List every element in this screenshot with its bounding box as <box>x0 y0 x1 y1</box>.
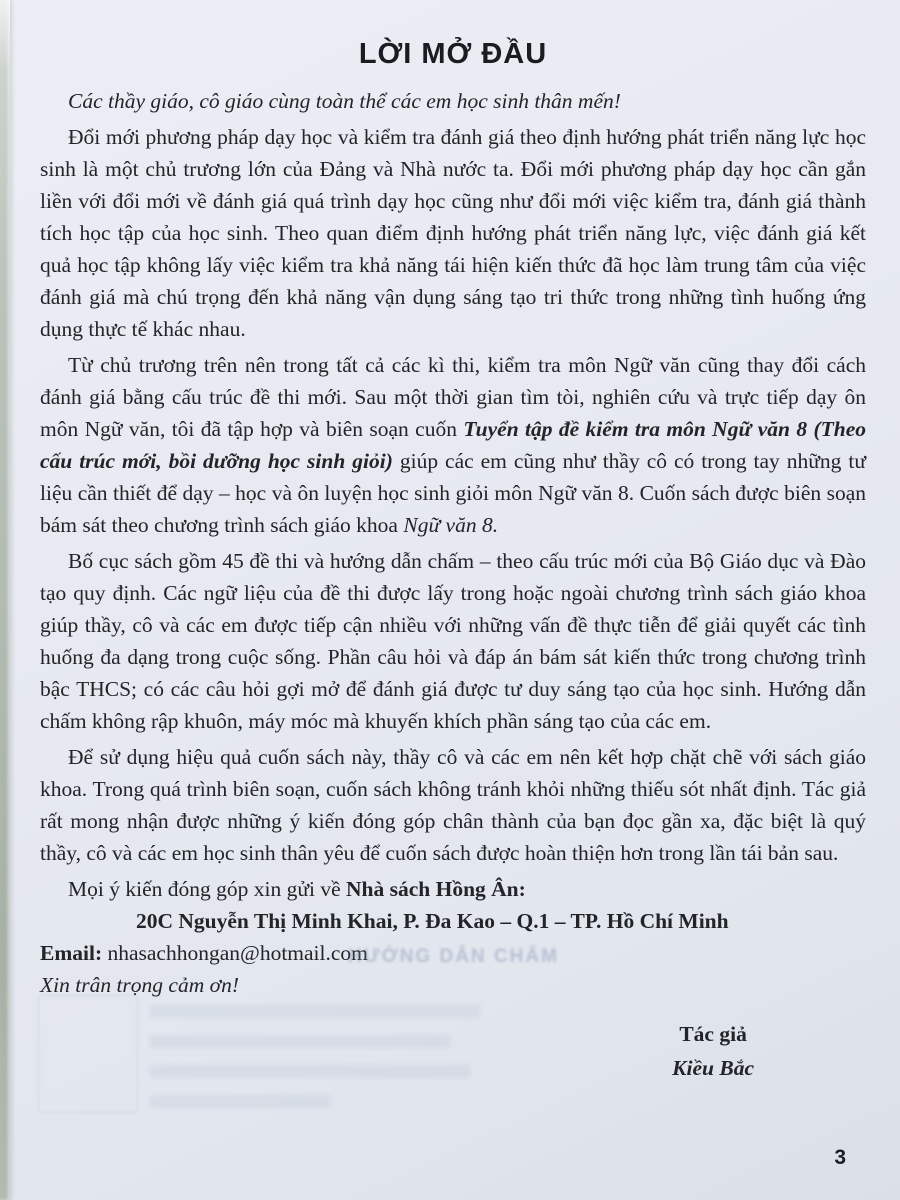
thanks-line: Xin trân trọng cảm ơn! <box>40 973 239 997</box>
bookstore-address: 20C Nguyễn Thị Minh Khai, P. Đa Kao – Q.1 – TP. Hồ Chí Minh <box>136 909 729 933</box>
contact-intro-text: Mọi ý kiến đóng góp xin gửi về <box>68 877 346 901</box>
signature-role: Tác giả <box>679 1022 747 1046</box>
page-number: 3 <box>834 1146 846 1169</box>
email-label: Email: <box>40 941 108 965</box>
bleedthrough-heading: HƯỚNG DẪN CHẤM <box>348 946 559 967</box>
scanned-page-edge <box>0 0 10 1200</box>
bookstore-name: Nhà sách Hồng Ân: <box>346 877 526 901</box>
signature-author: Kiều Bắc <box>672 1056 754 1080</box>
textbook-title-inline: Ngữ văn 8. <box>403 513 499 537</box>
preface-paragraph-1: Đổi mới phương pháp dạy học và kiểm tra đánh giá theo định hướng phát triển năng lực học sinh là một chủ trương lớn của Đảng và Nhà nước ta. Đổi mới phương pháp dạy học cần gắn liền với đổi mới về đánh giá quá trình dạy học cũng như đổi mới việc kiểm tra, đánh giá thành tích học tập của học sinh. Theo quan điểm định hướng phát triển năng lực, việc đánh giá kết quả học tập không lấy việc kiểm tra khả năng tái hiện kiến thức đã học làm trung tâm của việc đánh giá mà chú trọng đến khả năng vận dụng sáng tạo tri thức trong những tình huống ứng dụng thực tế khác nhau. <box>40 125 866 341</box>
page-content <box>40 38 866 1085</box>
contact-intro-line <box>40 873 866 905</box>
paragraph-2-lead: Từ chủ trương trên nên trong tất cả các kì thi, kiểm tra môn Ngữ văn cũng thay đổi cách đánh giá bằng cấu trúc đề thi mới. Sau một thời gian tìm tòi, nghiên cứu và trực tiếp dạy ôn môn Ngữ văn, tôi đã tập hợp và biên soạn cuốn <box>40 353 866 441</box>
paragraph-2-mid: giúp các em cũng như thầy cô có trong tay những tư liệu cần thiết để dạy – học và ôn luyện học sinh giỏi môn Ngữ văn 8. Cuốn sách được biên soạn bám sát theo chương trình sách giáo khoa <box>40 449 867 537</box>
bleedthrough-row <box>150 1095 330 1108</box>
page-title: LỜI MỞ ĐẦU <box>358 38 548 70</box>
contact-email-line <box>40 937 866 969</box>
preface-paragraph-2 <box>40 349 866 541</box>
book-title-inline: Tuyển tập đề kiểm tra môn Ngữ văn 8 (Theo cấu trúc mới, bồi dưỡng học sinh giỏi) <box>40 417 867 473</box>
greeting-line: Các thầy giáo, cô giáo cùng toàn thể các em học sinh thân mến! <box>68 89 621 113</box>
preface-paragraph-4: Để sử dụng hiệu quả cuốn sách này, thầy cô và các em nên kết hợp chặt chẽ với sách giáo khoa. Trong quá trình biên soạn, cuốn sách không tránh khỏi những thiếu sót nhất định. Tác giả rất mong nhận được những ý kiến đóng góp chân thành của bạn đọc gần xa, đặc biệt là quý thầy, cô và các em học sinh thân yêu để cuốn sách được hoàn thiện hơn trong lần tái bản sau. <box>40 745 866 865</box>
email-address: nhasachhongan@hotmail.com <box>107 941 368 965</box>
author-signature <box>672 1017 754 1085</box>
preface-paragraph-3: Bố cục sách gồm 45 đề thi và hướng dẫn chấm – theo cấu trúc mới của Bộ Giáo dục và Đào tạo quy định. Các ngữ liệu của đề thi được lấy trong hoặc ngoài chương trình sách giáo khoa giúp thầy, cô và các em được tiếp cận nhiều với những vấn đề thực tiễn để giải quyết các tình huống đa dạng trong cuộc sống. Phần câu hỏi và đáp án bám sát kiến thức trong chương trình bậc THCS; có các câu hỏi gợi mở để đánh giá được tư duy sáng tạo của học sinh. Hướng dẫn chấm không rập khuôn, máy móc mà khuyến khích phần sáng tạo của các em. <box>40 549 866 733</box>
